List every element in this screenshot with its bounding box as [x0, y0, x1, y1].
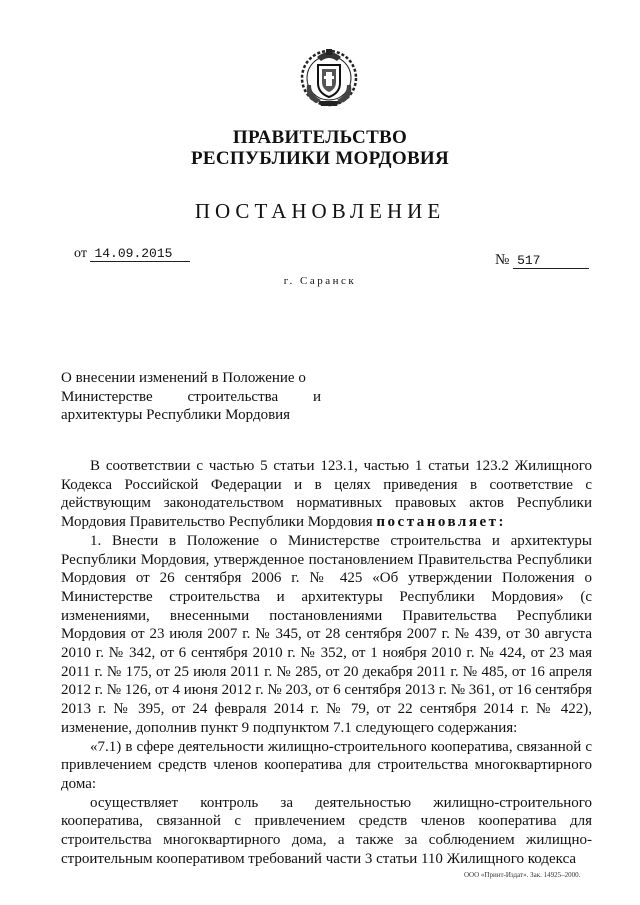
document-body [61, 457, 592, 868]
body-paragraph: «7.1) в сфере деятельности жилищно-строительного кооператива, связанной с привлечением средств членов кооператива для строительства многоквартирного дома: [61, 738, 592, 792]
number-prefix: № [495, 252, 510, 268]
body-paragraph: 1. Внести в Положение о Министерстве строительства и архитектуры Республики Мордовия, утвержденное постановлением Правительства Республики Мордовия от 26 сентября 2006 г. № 425 «Об утверждении Положения о Министерстве строительства и архитектуры Республики Мордовия» (с изменениями, внесенными постановлениями Правительства Республики Мордовия от 23 июля 2007 г. № 345, от 28 сентября 2007 г. № 439, от 30 августа 2010 г. № 342, от 6 сентября 2010 г. № 352, от 1 ноября 2010 г. № 424, от 23 мая 2011 г. № 175, от 25 июля 2011 г. № 285, от 20 декабря 2011 г. № 485, от 16 апреля 2012 г. № 126, от 4 июня 2012 г. № 203, от 6 сентября 2013 г. № 361, от 16 сентября 2013 г. № 395, от 24 февраля 2014 г. № 79, от 22 сентября 2014 г. № 422), изменение, дополнив пункт 9 подпунктом 7.1 следующего содержания: [61, 532, 592, 736]
body-paragraph: осуществляет контроль за деятельностью жилищно-строительного кооператива, связанной с привлечением средств членов кооператива для строительства многоквартирного дома, а также за соблюдением жилищно-строительным кооперативом требований части 3 статьи 110 Жилищного кодекса [61, 794, 592, 867]
date-prefix: от [74, 246, 87, 261]
date-field [74, 246, 190, 262]
government-title-line1: ПРАВИТЕЛЬСТВО [232, 127, 408, 148]
paragraph-text: В соответствии с частью 5 статьи 123.1, частью 1 статьи 123.2 Жилищного Кодекса Российской Федерации и в целях приведения в соответствие с действующим законодательством нормативных правовых актов Республики Мордовия Правительство Республики Мордовия [61, 458, 592, 531]
subject-line: архитектуры Республики Мордовия [61, 407, 291, 423]
city-label: г. Саранск [283, 275, 357, 287]
government-title-line2: РЕСПУБЛИКИ МОРДОВИЯ [190, 148, 450, 169]
date-value: 14.09.2015 [90, 246, 190, 262]
number-value: 517 [513, 253, 589, 269]
coat-of-arms-emblem [297, 45, 361, 109]
decree-verb: постановляет: [376, 514, 506, 531]
subject-line: О внесении изменений в Положение о [61, 370, 306, 386]
number-field [495, 252, 589, 269]
document-type-title: ПОСТАНОВЛЕНИЕ [194, 199, 446, 223]
subject-line: Министерстве строительства и [61, 388, 321, 405]
document-subject [61, 369, 321, 425]
printer-footer: ООО «Принт-Издат». Зак. 14925–2000. [464, 871, 581, 879]
body-paragraph [61, 457, 592, 532]
